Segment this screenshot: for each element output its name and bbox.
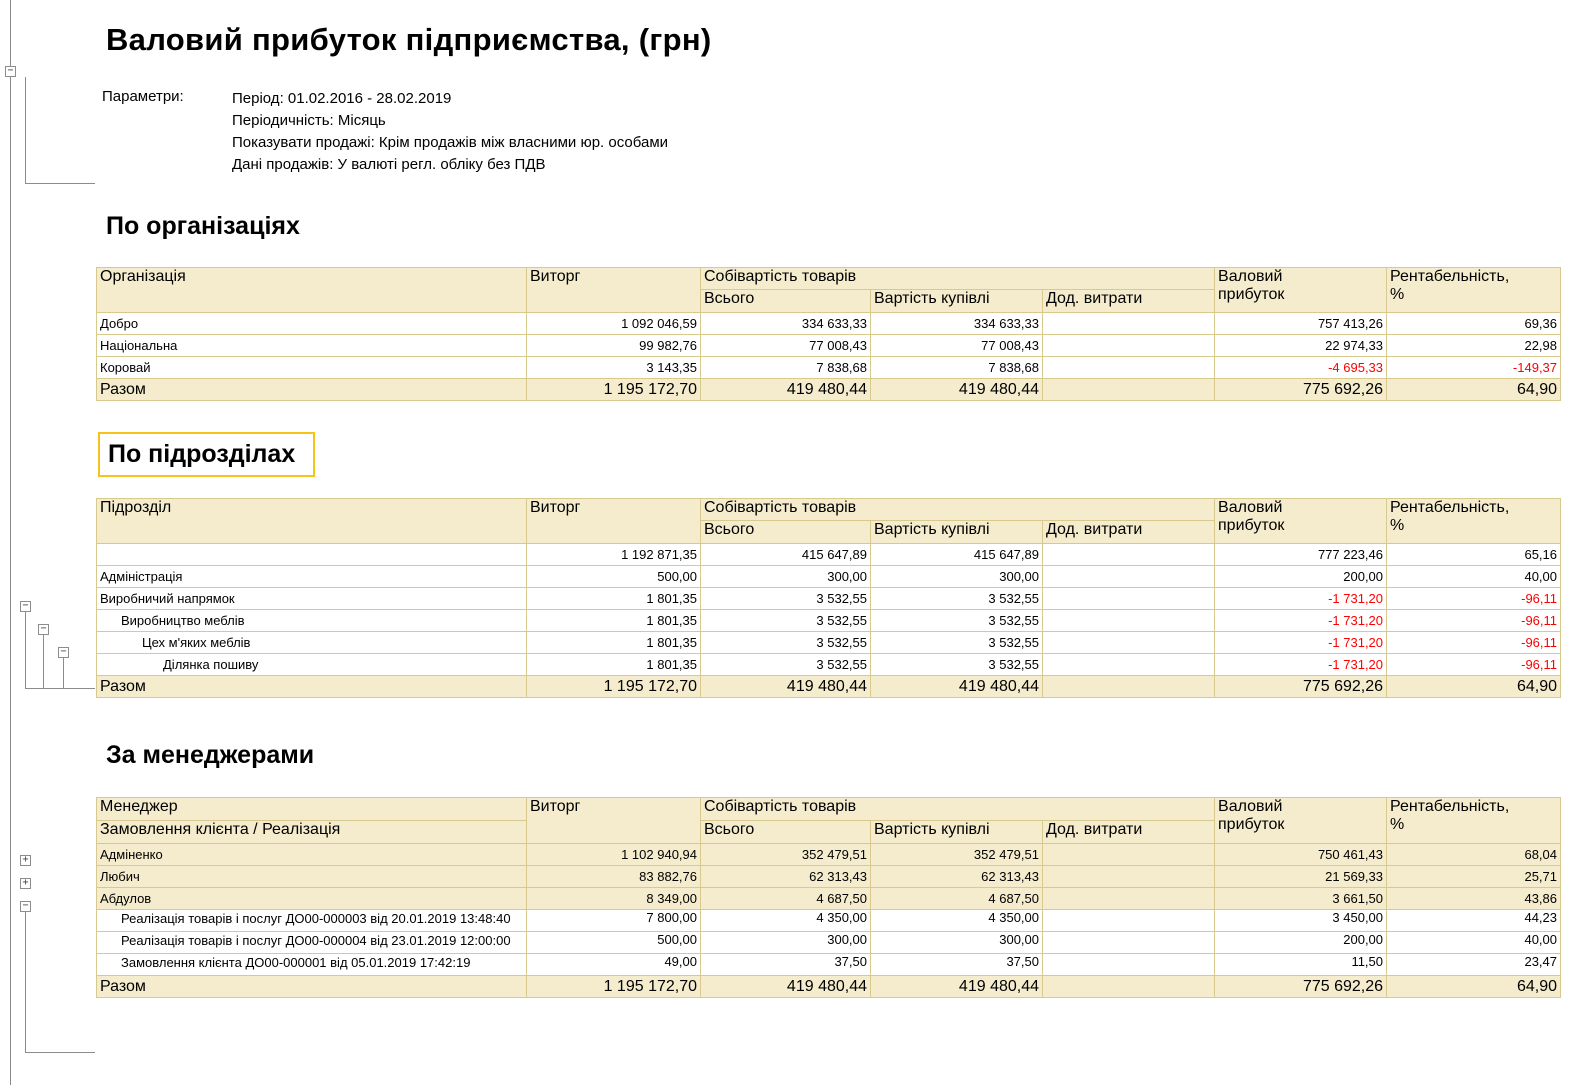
cell-extra — [1043, 588, 1215, 610]
cell-purchase: 352 479,51 — [871, 844, 1043, 866]
cell-total: 334 633,33 — [701, 313, 871, 335]
cell-extra — [1043, 910, 1215, 932]
col-header-purchase: Вартість купівлі — [871, 521, 1043, 544]
cell-extra — [1043, 632, 1215, 654]
table-row[interactable] — [97, 844, 1561, 866]
col-header-cost: Собівартість товарів — [701, 499, 1215, 521]
col-header-rent: Рентабельність, % — [1387, 499, 1561, 544]
cell-purchase: 415 647,89 — [871, 544, 1043, 566]
cell-gross: 750 461,43 — [1215, 844, 1387, 866]
cell-rent: 69,36 — [1387, 313, 1561, 335]
cell-purchase: 3 532,55 — [871, 588, 1043, 610]
cell-extra — [1043, 844, 1215, 866]
table-row[interactable] — [97, 335, 1561, 357]
cell-gross: 777 223,46 — [1215, 544, 1387, 566]
cell-revenue: 1 801,35 — [527, 632, 701, 654]
cell-rent: 68,04 — [1387, 844, 1561, 866]
expand-manager-button[interactable]: + — [20, 878, 31, 889]
cell-gross: 200,00 — [1215, 566, 1387, 588]
collapse-manager-button[interactable]: − — [20, 901, 31, 912]
section-title-dept[interactable]: По підрозділах — [98, 432, 315, 477]
cell-purchase: 37,50 — [871, 954, 1043, 976]
cell-total: 7 838,68 — [701, 357, 871, 379]
cell-gross: 757 413,26 — [1215, 313, 1387, 335]
cell-gross: 21 569,33 — [1215, 866, 1387, 888]
table-row[interactable] — [97, 866, 1561, 888]
outline-line — [25, 1052, 95, 1053]
cell-purchase: 4 350,00 — [871, 910, 1043, 932]
col-header-extra: Дод. витрати — [1043, 821, 1215, 844]
col-header-total: Всього — [701, 821, 871, 844]
cell-total: 352 479,51 — [701, 844, 871, 866]
cell-revenue: 8 349,00 — [527, 888, 701, 910]
cell-total: 3 532,55 — [701, 588, 871, 610]
row-name-cell: Ділянка пошиву — [97, 654, 527, 676]
row-name-cell: Любич — [97, 866, 527, 888]
mgr-table — [96, 797, 1561, 998]
table-row[interactable] — [97, 632, 1561, 654]
cell-total: 300,00 — [701, 932, 871, 954]
cell-gross: -4 695,33 — [1215, 357, 1387, 379]
cell-gross: 3 661,50 — [1215, 888, 1387, 910]
param-period: Період: 01.02.2016 - 28.02.2019 — [232, 90, 452, 107]
params-list — [232, 88, 668, 176]
cell-gross: 200,00 — [1215, 932, 1387, 954]
cell-gross: 3 450,00 — [1215, 910, 1387, 932]
org-table — [96, 267, 1561, 401]
cell-extra — [1043, 654, 1215, 676]
cell-purchase: 3 532,55 — [871, 632, 1043, 654]
collapse-dept-button[interactable]: − — [38, 624, 49, 635]
col-header-purchase: Вартість купівлі — [871, 290, 1043, 313]
cell-extra — [1043, 610, 1215, 632]
cell-revenue: 1 801,35 — [527, 654, 701, 676]
outline-line — [25, 183, 95, 184]
cell-rent: 43,86 — [1387, 888, 1561, 910]
param-sales-data: Дані продажів: У валюті регл. обліку без ПДВ — [232, 156, 546, 173]
cell-rent: 23,47 — [1387, 954, 1561, 976]
outline-main-line — [10, 0, 11, 1085]
cell-revenue: 1 192 871,35 — [527, 544, 701, 566]
cell-total: 37,50 — [701, 954, 871, 976]
cell-extra — [1043, 357, 1215, 379]
cell-extra — [1043, 335, 1215, 357]
table-row[interactable] — [97, 954, 1561, 976]
cell-gross: -1 731,20 — [1215, 610, 1387, 632]
cell-extra — [1043, 932, 1215, 954]
table-header-row — [97, 798, 1561, 821]
totals-row: Разом 1 195 172,70 419 480,44 419 480,44 775 692,26 64,90 — [97, 379, 1561, 401]
cell-total: 300,00 — [701, 566, 871, 588]
cell-revenue: 1 102 940,94 — [527, 844, 701, 866]
cell-revenue: 3 143,35 — [527, 357, 701, 379]
table-row[interactable] — [97, 588, 1561, 610]
cell-purchase: 7 838,68 — [871, 357, 1043, 379]
cell-purchase: 334 633,33 — [871, 313, 1043, 335]
cell-total: 3 532,55 — [701, 654, 871, 676]
cell-gross: 22 974,33 — [1215, 335, 1387, 357]
cell-total: 415 647,89 — [701, 544, 871, 566]
col-header-cost: Собівартість товарів — [701, 268, 1215, 290]
col-header-org: Організація — [97, 268, 527, 313]
cell-rent: 40,00 — [1387, 566, 1561, 588]
col-header-manager: Менеджер — [97, 798, 527, 821]
collapse-dept-button[interactable]: − — [20, 601, 31, 612]
cell-gross: 11,50 — [1215, 954, 1387, 976]
cell-rent: 44,23 — [1387, 910, 1561, 932]
table-row[interactable] — [97, 313, 1561, 335]
outline-line — [63, 658, 64, 688]
cell-purchase: 3 532,55 — [871, 654, 1043, 676]
cell-extra — [1043, 566, 1215, 588]
dept-table — [96, 498, 1561, 698]
cell-revenue: 500,00 — [527, 566, 701, 588]
param-sales: Показувати продажі: Крім продажів між власними юр. особами — [232, 134, 669, 151]
table-header-row — [97, 499, 1561, 521]
cell-rent: -96,11 — [1387, 610, 1561, 632]
cell-gross: -1 731,20 — [1215, 588, 1387, 610]
cell-purchase: 300,00 — [871, 932, 1043, 954]
table-row[interactable] — [97, 566, 1561, 588]
col-header-extra: Дод. витрати — [1043, 290, 1215, 313]
col-header-total: Всього — [701, 521, 871, 544]
row-name-cell: Добро — [97, 313, 527, 335]
cell-extra — [1043, 313, 1215, 335]
outline-line — [25, 688, 95, 689]
table-row[interactable] — [97, 610, 1561, 632]
col-header-revenue: Виторг — [527, 268, 701, 313]
col-header-gross: Валовий прибуток — [1215, 798, 1387, 844]
cell-rent: 22,98 — [1387, 335, 1561, 357]
expand-manager-button[interactable]: + — [20, 855, 31, 866]
cell-rent: -96,11 — [1387, 632, 1561, 654]
cell-revenue: 1 801,35 — [527, 610, 701, 632]
section-title-mgr: За менеджерами — [106, 741, 315, 769]
totals-row: Разом 1 195 172,70 419 480,44 419 480,44 775 692,26 64,90 — [97, 976, 1561, 998]
cell-extra — [1043, 544, 1215, 566]
col-header-rent: Рентабельність, % — [1387, 798, 1561, 844]
row-name-cell: Коровай — [97, 357, 527, 379]
col-header-gross: Валовий прибуток — [1215, 268, 1387, 313]
cell-total: 77 008,43 — [701, 335, 871, 357]
row-name-cell: Виробничий напрямок — [97, 588, 527, 610]
param-periodicity: Періодичність: Місяць — [232, 112, 386, 129]
cell-total: 4 687,50 — [701, 888, 871, 910]
section-title-org: По організаціях — [106, 212, 300, 240]
cell-rent: 25,71 — [1387, 866, 1561, 888]
cell-revenue: 99 982,76 — [527, 335, 701, 357]
col-header-total: Всього — [701, 290, 871, 313]
outline-line — [25, 912, 26, 1052]
collapse-params-button[interactable]: − — [5, 66, 16, 77]
outline-line — [25, 612, 26, 688]
cell-revenue: 49,00 — [527, 954, 701, 976]
cell-revenue: 1 801,35 — [527, 588, 701, 610]
cell-purchase: 62 313,43 — [871, 866, 1043, 888]
table-row[interactable] — [97, 544, 1561, 566]
cell-total: 4 350,00 — [701, 910, 871, 932]
row-name-cell: Цех м'яких меблів — [97, 632, 527, 654]
cell-rent: -96,11 — [1387, 654, 1561, 676]
cell-purchase: 77 008,43 — [871, 335, 1043, 357]
row-name-cell — [97, 544, 527, 566]
col-header-revenue: Виторг — [527, 499, 701, 544]
cell-revenue: 1 092 046,59 — [527, 313, 701, 335]
table-header-row — [97, 268, 1561, 290]
table-row[interactable] — [97, 932, 1561, 954]
row-name-cell: Виробництво меблів — [97, 610, 527, 632]
cell-rent: -149,37 — [1387, 357, 1561, 379]
cell-extra — [1043, 954, 1215, 976]
table-row[interactable] — [97, 357, 1561, 379]
cell-purchase: 4 687,50 — [871, 888, 1043, 910]
table-row[interactable] — [97, 654, 1561, 676]
cell-revenue: 7 800,00 — [527, 910, 701, 932]
col-header-dept: Підрозділ — [97, 499, 527, 544]
col-header-extra: Дод. витрати — [1043, 521, 1215, 544]
collapse-dept-button[interactable]: − — [58, 647, 69, 658]
row-name-cell: Реалізація товарів і послуг ДО00-000003 від 20.01.2019 13:48:40 — [97, 910, 527, 932]
cell-purchase: 3 532,55 — [871, 610, 1043, 632]
row-name-cell: Адміністрація — [97, 566, 527, 588]
totals-row: Разом 1 195 172,70 419 480,44 419 480,44 775 692,26 64,90 — [97, 676, 1561, 698]
cell-rent: -96,11 — [1387, 588, 1561, 610]
col-header-cost: Собівартість товарів — [701, 798, 1215, 821]
cell-total: 3 532,55 — [701, 632, 871, 654]
outline-line — [43, 635, 44, 688]
col-header-rent: Рентабельність, % — [1387, 268, 1561, 313]
cell-extra — [1043, 888, 1215, 910]
outline-line — [25, 77, 26, 183]
cell-extra — [1043, 866, 1215, 888]
col-header-revenue: Виторг — [527, 798, 701, 844]
cell-revenue: 500,00 — [527, 932, 701, 954]
cell-gross: -1 731,20 — [1215, 632, 1387, 654]
cell-total: 3 532,55 — [701, 610, 871, 632]
cell-gross: -1 731,20 — [1215, 654, 1387, 676]
table-row[interactable] — [97, 910, 1561, 932]
row-name-cell: Адміненко — [97, 844, 527, 866]
table-row[interactable] — [97, 888, 1561, 910]
col-header-purchase: Вартість купівлі — [871, 821, 1043, 844]
row-name-cell: Реалізація товарів і послуг ДО00-000004 від 23.01.2019 12:00:00 — [97, 932, 527, 954]
row-name-cell: Замовлення клієнта ДО00-000001 від 05.01.2019 17:42:19 — [97, 954, 527, 976]
cell-revenue: 83 882,76 — [527, 866, 701, 888]
row-name-cell: Абдулов — [97, 888, 527, 910]
outline-gutter — [0, 0, 96, 1085]
cell-purchase: 300,00 — [871, 566, 1043, 588]
cell-rent: 40,00 — [1387, 932, 1561, 954]
col-header-order: Замовлення клієнта / Реалізація — [97, 821, 527, 844]
col-header-gross: Валовий прибуток — [1215, 499, 1387, 544]
cell-rent: 65,16 — [1387, 544, 1561, 566]
report-title: Валовий прибуток підприємства, (грн) — [106, 22, 712, 57]
cell-total: 62 313,43 — [701, 866, 871, 888]
row-name-cell: Національна — [97, 335, 527, 357]
params-label: Параметри: — [102, 88, 184, 105]
